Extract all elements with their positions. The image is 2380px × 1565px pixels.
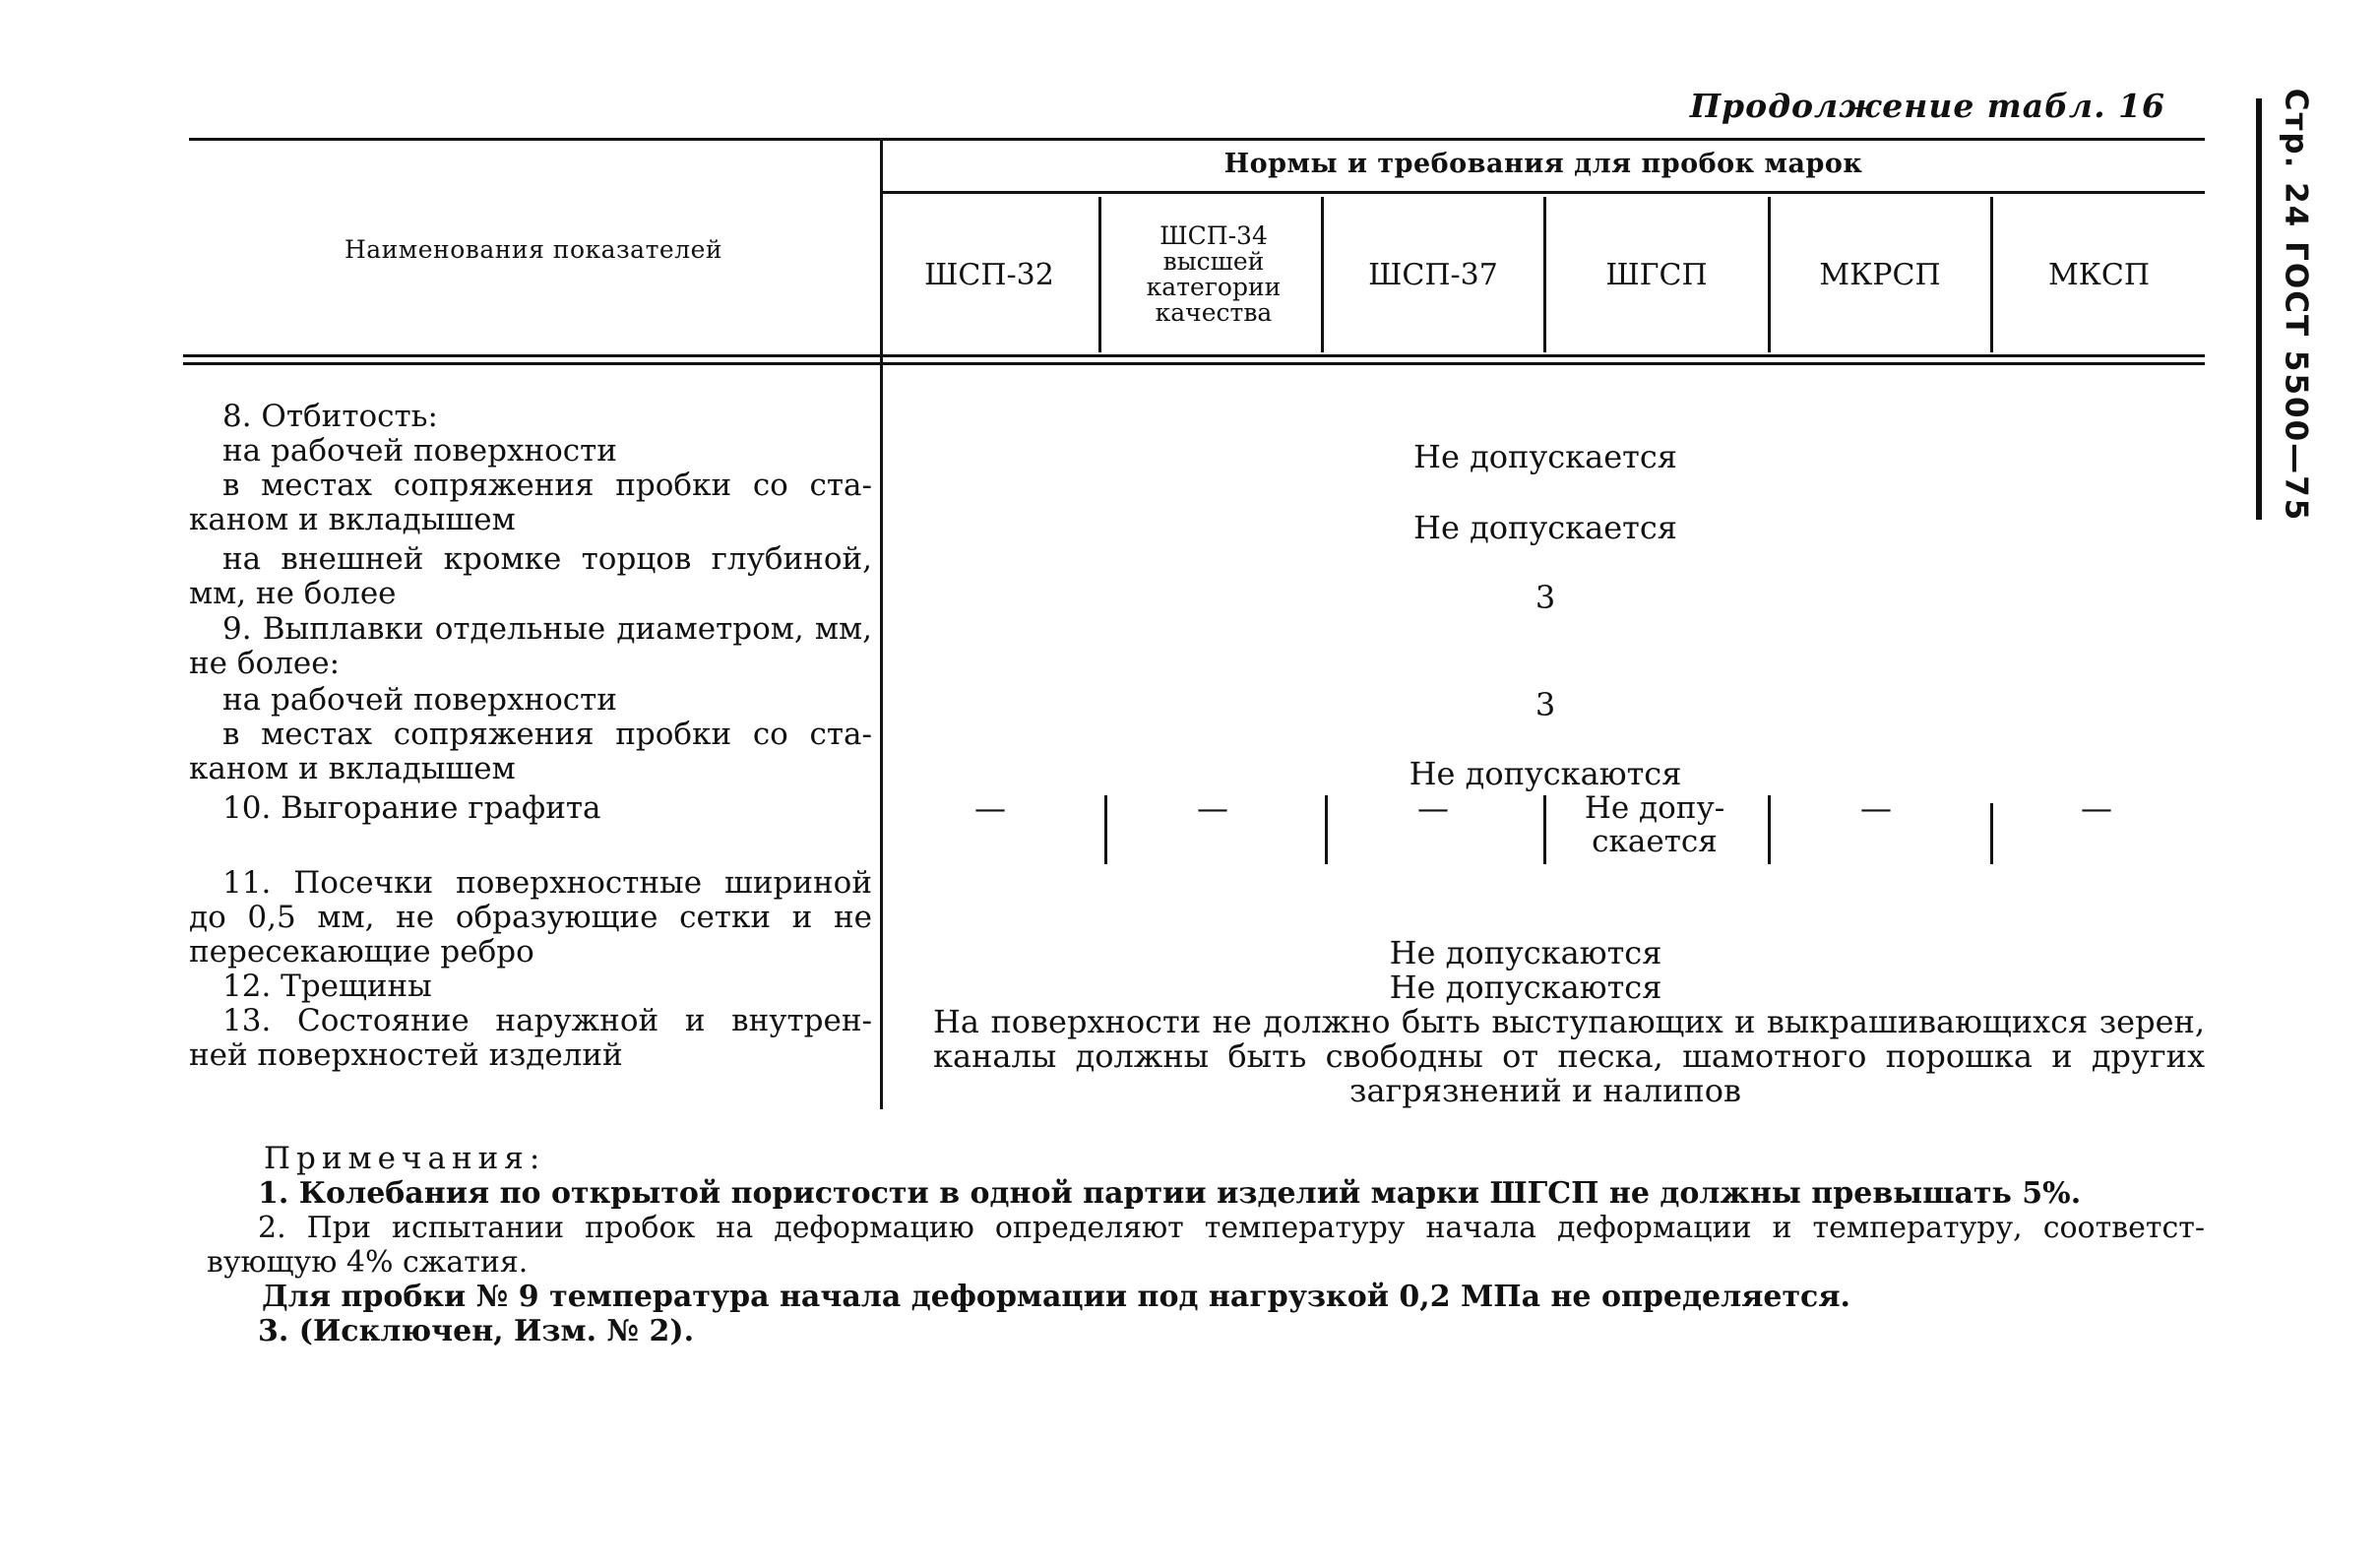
column-header: МКРСП — [1819, 257, 1941, 292]
note-2-line1: 2. При испытании пробок на деформацию определяют температуру начала деформации и температуру, соответст- — [258, 1211, 2205, 1245]
row10-divider-5 — [1990, 803, 1993, 864]
row-value: Не допускаются — [1389, 934, 1662, 971]
row10-divider-4 — [1768, 795, 1771, 864]
column-header: ШСП-34 высшей категории качества — [1146, 220, 1282, 328]
row-label: на рабочей поверхности — [222, 433, 617, 469]
row10-cell-shsp37: — — [1417, 789, 1449, 827]
column-header: ШСП-37 — [1368, 257, 1498, 292]
row10-shgsp-line1: Не допу- — [1584, 790, 1725, 826]
table-top-rule — [189, 138, 2205, 141]
row-label: 8. Отбитость: — [222, 399, 438, 434]
row-label: на рабочей поверхности — [222, 682, 617, 718]
row10-cell-shgsp — [1551, 791, 1758, 858]
header-bottom-rule-1 — [183, 354, 2205, 357]
side-rule — [2256, 98, 2262, 520]
note-2-line2: вующую 4% сжатия. — [207, 1245, 529, 1280]
row-value: Не допускается — [1413, 509, 1677, 546]
indicator-header: Наименования показателей — [344, 235, 723, 264]
row-label: мм, не более — [189, 576, 397, 611]
norms-header: Нормы и требования для пробок марок — [1223, 149, 1863, 179]
note-1: 1. Колебания по открытой пористости в одной партии изделий марки ШГСП не должны превышать 5%. — [258, 1176, 2082, 1211]
row-label: пересекающие ребро — [189, 934, 534, 970]
column-header: МКСП — [2047, 257, 2151, 292]
row-label: ней поверхностей изделий — [189, 1037, 623, 1073]
notes-title: Примечания: — [264, 1141, 546, 1176]
side-page-label: Стр. 24 ГОСТ 5500—75 — [2278, 88, 2313, 523]
row10-shgsp-line2: скается — [1592, 824, 1718, 859]
note-3: 3. (Исключен, Изм. № 2). — [258, 1314, 695, 1348]
row10-divider-2 — [1325, 795, 1328, 864]
row-value: загрязнений и налипов — [1348, 1072, 1741, 1109]
header-bottom-rule-2 — [183, 362, 2205, 365]
row-label: на внешней кромке торцов глубиной, — [222, 541, 872, 577]
row-label: в местах сопряжения пробки со ста- — [222, 468, 872, 503]
row-label: 10. Выгорание графита — [222, 790, 601, 826]
row10-cell-mkrsp: — — [1860, 789, 1892, 827]
row10-cell-shsp34: — — [1197, 789, 1228, 827]
continuation-label: Продолжение табл. 16 — [1689, 87, 2165, 125]
row-label: 13. Состояние наружной и внутрен- — [222, 1003, 872, 1038]
row-label: не более: — [189, 646, 341, 681]
col-divider-1 — [1098, 197, 1101, 352]
row-label: до 0,5 мм, не образующие сетки и не — [189, 900, 872, 935]
row-value: каналы должны быть свободны от песка, шамотного порошка и других — [933, 1037, 2205, 1075]
row-value: Не допускаются — [1389, 969, 1662, 1006]
row10-cell-shsp32: — — [974, 789, 1006, 827]
header-sub-rule — [882, 191, 2205, 194]
row-value: 3 — [1534, 579, 1556, 616]
row-label: каном и вкладышем — [189, 751, 516, 786]
row10-divider-1 — [1104, 795, 1107, 864]
row-value: На поверхности не должно быть выступающих и выкрашивающихся зерен, — [933, 1003, 2205, 1040]
row-label: 12. Трещины — [222, 969, 432, 1004]
note-2-line3: Для пробки № 9 температура начала деформации под нагрузкой 0,2 МПа не определяется. — [262, 1280, 1850, 1314]
row10-divider-3 — [1543, 795, 1546, 864]
column-header: ШГСП — [1605, 257, 1708, 292]
row-value: 3 — [1534, 686, 1556, 723]
row-label: каном и вкладышем — [189, 502, 516, 537]
row10-cell-mksp: — — [2081, 789, 2112, 827]
row-value: Не допускается — [1413, 438, 1677, 475]
row-label: 9. Выплавки отдельные диаметром, мм, — [222, 611, 872, 647]
column-header: ШСП-32 — [924, 257, 1054, 292]
row-label: в местах сопряжения пробки со ста- — [222, 717, 872, 752]
row-value: Не допускаются — [1409, 755, 1682, 792]
row-label: 11. Посечки поверхностные шириной — [222, 865, 872, 901]
